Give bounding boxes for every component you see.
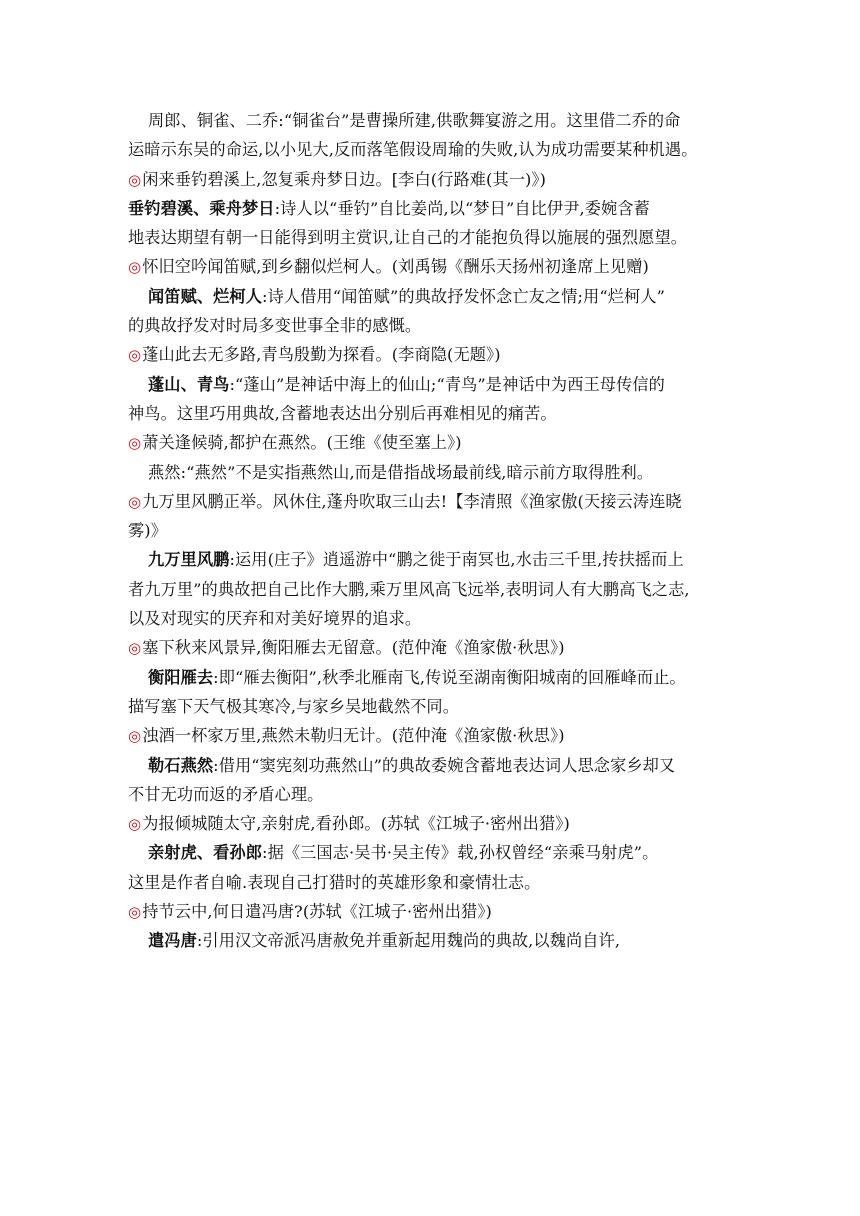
explanation-line [128, 604, 740, 633]
document-body [128, 106, 740, 956]
line-text: 浊酒一杯家万里,燕然未勒归无计。(范仲淹《渔家傲·秋思》) [142, 726, 565, 746]
explanation-line [128, 838, 740, 867]
double-circle-bullet-icon: ◎ [128, 903, 142, 922]
explanation-line [128, 575, 740, 604]
line-text: 九万里风鹏正举。风休住,蓬舟吹取三山去!【李清照《渔家傲(天接云涛连晓 [142, 491, 682, 511]
explanation-line [128, 692, 740, 721]
line-text: 蓬山此去无多路,青鸟殷勤为探看。(李商隐(无题》) [142, 345, 501, 365]
line-text: 周郎、铜雀、二乔:“铜雀台”是曹操所建,供歌舞宴游之用。这里借二乔的命 [148, 111, 681, 130]
line-text: 持节云中,何日遣冯唐?(苏轼《江城子·密州出猎》) [142, 902, 492, 922]
line-text: 雾)》 [128, 521, 167, 541]
line-text: :据《三国志·吴书·吴主传》载,孙权曾经“亲乘马射虎”。 [262, 843, 659, 863]
double-circle-bullet-icon: ◎ [128, 492, 142, 511]
line-text: :“蓬山”是神话中海上的仙山;“青鸟”是神话中为西王母传信的 [229, 374, 665, 394]
double-circle-bullet-icon: ◎ [128, 258, 142, 277]
explanation-line [128, 780, 740, 809]
explanation-line [128, 282, 740, 311]
line-text: 地表达期望有朝一日能得到明主赏识,让自己的才能抱负得以施展的强烈愿望。 [128, 228, 688, 248]
line-text: 塞下秋来风景异,衡阳雁去无留意。(范仲淹《渔家傲·秋思》) [142, 638, 565, 658]
explanation-line [128, 868, 740, 897]
double-circle-bullet-icon: ◎ [128, 434, 142, 453]
poem-quote-line [128, 340, 740, 369]
explanation-line [128, 516, 740, 545]
line-text: :借用“窦宪刻功燕然山”的典故委婉含蓄地表达词人思念家乡却又 [213, 755, 676, 775]
allusion-term: 衡阳雁去 [148, 667, 214, 687]
explanation-line [128, 223, 740, 252]
line-text: 这里是作者自喻.表现自己打猎时的英雄形象和豪情壮志。 [128, 872, 541, 892]
line-text: 以及对现实的厌弃和对美好境界的追求。 [128, 609, 422, 629]
line-text: :运用(庄子》逍遥游中“鹏之徙于南冥也,水击三千里,抟扶摇而上 [229, 550, 684, 570]
line-text: :引用汉文帝派冯唐赦免并重新起用魏尚的典故,以魏尚自许, [196, 931, 621, 951]
poem-quote-line [128, 487, 740, 516]
line-text: 描写塞下天气极其寒冷,与家乡吴地截然不同。 [128, 696, 459, 716]
allusion-term: 遣冯唐 [148, 931, 197, 951]
allusion-term: 垂钓碧溪、乘舟梦日 [128, 198, 275, 218]
explanation-line [128, 751, 740, 780]
line-text: 闲来垂钓碧溪上,忽复乘舟梦日边。[李白(行路难(其一)》) [142, 169, 547, 189]
line-text: 燕然:“燕然”不是实指燕然山,而是借指战场最前线,暗示前方取得胜利。 [148, 462, 654, 482]
allusion-term: 九万里风鹏 [148, 550, 230, 570]
explanation-line [128, 106, 740, 135]
line-text: 神鸟。这里巧用典故,含蓄地表达出分别后再难相见的痛苦。 [128, 403, 557, 423]
allusion-term: 亲射虎、看孙郎 [148, 843, 263, 863]
line-text: 为报倾城随太守,亲射虎,看孙郎。(苏轼《江城子·密州出猎》) [142, 814, 570, 834]
double-circle-bullet-icon: ◎ [128, 727, 142, 746]
line-text: 的典故抒发对时局多变世事全非的感慨。 [128, 316, 422, 336]
explanation-line [128, 135, 740, 164]
line-text: 运暗示东吴的命运,以小见大,反而落笔假设周瑜的失败,认为成功需要某种机遇。 [128, 140, 698, 160]
explanation-line [128, 399, 740, 428]
allusion-term: 勒石燕然 [148, 755, 214, 775]
poem-quote-line [128, 633, 740, 662]
explanation-line [128, 194, 740, 223]
explanation-line [128, 926, 740, 955]
line-text: :即“雁去衡阳”,秋季北雁南飞,传说至湖南衡阳城南的回雁峰而止。 [213, 667, 686, 687]
line-text: 不甘无功而返的矛盾心理。 [128, 784, 324, 804]
line-text: :诗人借用“闻笛赋”的典故抒发怀念亡友之情;用“烂柯人” [262, 286, 665, 306]
poem-quote-line [128, 252, 740, 281]
double-circle-bullet-icon: ◎ [128, 346, 142, 365]
line-text: 者九万里”的典故把自己比作大鹏,乘万里风高飞远举,表明词人有大鹏高飞之志, [128, 579, 690, 599]
double-circle-bullet-icon: ◎ [128, 639, 142, 658]
explanation-line [128, 545, 740, 574]
line-text: :诗人以“垂钓”自比姜尚,以“梦日”自比伊尹,委婉含蓄 [274, 198, 650, 218]
explanation-line [128, 663, 740, 692]
poem-quote-line [128, 165, 740, 194]
poem-quote-line [128, 428, 740, 457]
double-circle-bullet-icon: ◎ [128, 815, 142, 834]
allusion-term: 蓬山、青鸟 [148, 374, 230, 394]
explanation-line [128, 458, 740, 487]
poem-quote-line [128, 721, 740, 750]
line-text: 萧关逢候骑,都护在燕然。(王维《使至塞上》) [142, 433, 462, 453]
poem-quote-line [128, 897, 740, 926]
double-circle-bullet-icon: ◎ [128, 170, 142, 189]
explanation-line [128, 311, 740, 340]
allusion-term: 闻笛赋、烂柯人 [148, 286, 263, 306]
explanation-line [128, 370, 740, 399]
poem-quote-line [128, 809, 740, 838]
line-text: 怀旧空吟闻笛赋,到乡翻似烂柯人。(刘禹锡《酬乐天扬州初逢席上见赠) [142, 257, 649, 277]
